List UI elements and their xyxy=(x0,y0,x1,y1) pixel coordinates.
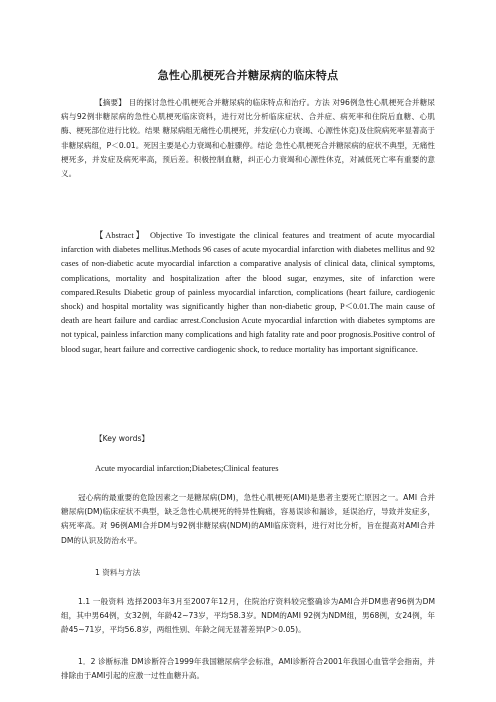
paper-title: 急性心肌梗死合并糖尿病的临床特点 xyxy=(157,69,339,82)
section-1-2: 1．2 诊断标准 DM诊断符合1999年我国糖尿病学会标准，AMI诊断符合2001年我国心血管学会指南，并排除由于AMI引起的应激一过性血糖升高。 xyxy=(61,657,435,681)
abstract-chinese xyxy=(61,96,435,181)
section-1-heading xyxy=(61,566,435,580)
abstract-english xyxy=(61,229,435,357)
abstract-en-text: Objective To investigate the clinical features and treatment of acute myocardial infarction with diabetes mellitus.Methods 96 cases of acute myocardial infarction with diabetes mellitus and 92 cases of non-diabetic acute myocardial infarction a comparative analysis of clinical data, clinical symptoms, complications, mortality and hospitalization after the blood sugar, enzymes, site of infarction were compared.Results Diabetic group of painless myocardial infarction, complications (heart failure, cardiogenic shock) and hospital mortality was significantly higher than non-diabetic group, P＜0.01.The main cause of death are heart failure and cardiac arrest.Conclusion Acute myocardial infarction with diabetes symptoms are not typical, painless infarction many complications and high fatality rate and poor prognosis.Positive control of blood sugar, heart failure and corrective cardiogenic shock, to reduce mortality has important significance. xyxy=(61,231,436,354)
keywords-value: Acute myocardial infarction;Diabetes;Clinical features xyxy=(95,464,279,473)
introduction: 冠心病的最重要的危险因素之一是糖尿病(DM)，急性心肌梗死(AMI)是患者主要死亡原因之一。AMI 合并糖尿病(DM)临床症状不典型，缺乏急性心肌梗死的特异性胸痛，容易误诊和漏诊，延误治疗，导致并发症多，病死率高。对 96例AMI合并DM与92例非糖尿病(NDM)的AMI临床资料，进行对比分析，旨在提高对AMI合并DM的认识及防治水平。 xyxy=(61,493,435,545)
keywords-text xyxy=(61,462,435,476)
keywords-label: 【Key words】 xyxy=(95,434,149,443)
keywords-heading xyxy=(61,432,435,446)
abstract-en-label: 【Abstract】 xyxy=(95,231,146,240)
section-1-1: 1.1 一般资料 选择2003年3月至2007年12月，住院治疗资料较完整确诊为AMI合并DM患者96例为DM组，其中男64例，女32例，年龄42~73岁，平均58.3岁。NDM的AMI 92例为NDM组，男68例，女24例，年龄45~71岁，平均56.8岁，两组性别、年龄之间无显著差异(P＞0.05)。 xyxy=(61,597,435,635)
abstract-cn-text: 目的探讨急性心肌梗死合并糖尿病的临床特点和治疗。方法 对96例急性心肌梗死合并糖尿病与92例非糖尿病的急性心肌梗死临床资料，进行对比分析临床症状、合并症、病死率和住院后血糖、心肌酶、梗死部位进行比较。结果 糖尿病组无痛性心肌梗死，并发症(心力衰竭、心源性休克)及住院病死率显著高于非糖尿病组，P＜0.01。死因主要是心力衰竭和心脏骤停。结论 急性心肌梗死合并糖尿病的症状不典型，无痛性梗死多，并发症及病死率高，预后差。积极控制血糖，纠正心力衰竭和心源性休克，对减低死亡率有重要的意义。 xyxy=(61,98,436,179)
section-1-title: 1 资料与方法 xyxy=(95,568,141,577)
abstract-cn-label: 【摘要】 xyxy=(95,98,126,107)
